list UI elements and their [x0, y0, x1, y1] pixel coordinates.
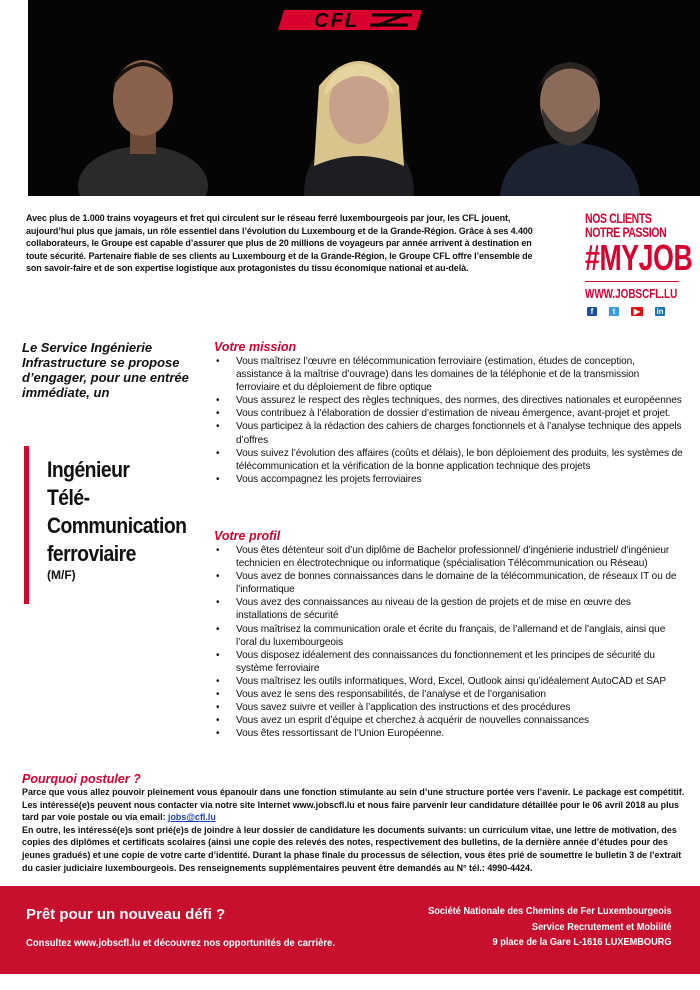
why-apply-paragraph-2	[22, 799, 687, 824]
job-title-block	[24, 446, 204, 604]
lead-text: Le Service Ingénierie Infrastructure se propose d’engager, pour une entrée immédiate, un	[22, 340, 189, 400]
job-title-line-4: ferroviaire	[47, 541, 136, 566]
social-links	[585, 307, 680, 316]
application-instructions: Les intéressé(e)s peuvent nous contacter via notre site Internet www.jobscfl.lu et nous faire parvenir leur candidature détaillée pour le 06 avril 2018 au plus tard par voie postale ou via email:	[22, 798, 679, 823]
list-item: • Vous assurez le respect des règles techniques, des normes, des directives nationales et européennes	[214, 394, 684, 407]
list-item: • Vous maîtrisez l’œuvre en télécommunication ferroviaire (estimation, études de conception, assistance à la maîtrise d’ouvrage) dans les domaines de la téléphonie et de la transmission ferroviaire et du déploiement de fibre optique	[214, 355, 684, 394]
mission-list	[214, 355, 684, 486]
list-item: • Vous contribuez à l’élaboration de dossier d’estimation de niveau émergence, avant-projet et projet.	[214, 407, 684, 420]
postal-address: 9 place de la Gare L-1616 LUXEMBOURG	[493, 937, 672, 948]
campaign-line-1: NOS CLIENTS	[585, 211, 652, 226]
list-item: • Vous êtes détenteur soit d’un diplôme de Bachelor professionnel/ d’ingénierie industriel/ d’ingénieur technicien en électrotechnique ou informatique (spécialisation Télécommunication ou Réseau)	[214, 544, 684, 570]
footer-title: Prêt pour un nouveau défi ?	[26, 906, 226, 923]
why-apply-title: Pourquoi postuler ?	[22, 772, 141, 786]
footer-address	[429, 904, 672, 951]
list-item: • Vous accompagnez les projets ferroviaires	[214, 473, 684, 486]
list-item: • Vous avez un esprit d’équipe et cherchez à acquérir de nouvelles connaissances	[214, 714, 684, 727]
profile-title: Votre profil	[214, 529, 281, 543]
campaign-divider	[585, 281, 679, 282]
list-item: • Vous savez suivre et veiller à l’application des instructions et des procédures	[214, 701, 684, 714]
footer-banner	[0, 886, 700, 974]
list-item: • Vous disposez idéalement des connaissances du fonctionnement et les principes de sécurité du système ferroviaire	[214, 649, 684, 675]
job-title-line-3: Communication	[47, 513, 187, 538]
twitter-icon[interactable]: t	[609, 307, 619, 316]
company-name: Société Nationale des Chemins de Fer Luxembourgeois	[428, 906, 672, 917]
employee-photo-1	[78, 46, 208, 196]
campaign-line-2: NOTRE PASSION	[585, 225, 667, 240]
list-item: • Vous avez le sens des responsabilités, de l’analyse et de l’organisation	[214, 688, 684, 701]
list-item: • Vous avez des connaissances au niveau de la gestion de projets et de mise en œuvre des installations de sécurité	[214, 596, 684, 622]
header-photo-banner	[28, 0, 700, 196]
employee-photo-3	[490, 46, 650, 196]
job-title-line-2: Télé-	[47, 485, 90, 510]
footer-website-link[interactable]: Consultez www.jobscfl.lu et découvrez nos opportunités de carrière.	[26, 938, 335, 949]
job-title-line-1: Ingénieur	[47, 457, 130, 482]
list-item: • Vous maîtrisez les outils informatiques, Word, Excel, Outlook ainsi qu’idéalement AutoCAD et SAP	[214, 675, 684, 688]
campaign-hashtag: #MYJOB	[585, 237, 693, 278]
profile-section	[214, 529, 684, 740]
list-item: • Vous maîtrisez la communication orale et écrite du français, de l’allemand et de l’anglais, ainsi que l’oral du luxembourgeois	[214, 623, 684, 649]
company-intro: Avec plus de 1.000 trains voyageurs et fret qui circulent sur le réseau ferré luxembourgeois par jour, les CFL jouent, aujourd’hui plus que jamais, un rôle essentiel dans l’évolution du Luxembourg et de la Grande-Région. Grâce à ses 4.400 collaborateurs, le Groupe est capable d’assurer que plus de 20 millions de voyageurs par année arrivent à destination en toute sécurité. Partenaire fiable de ses clients au Luxembourg et de la Grande-Région, le Groupe CFL offre l’ensemble de son savoir-faire et de son expertise logistique aux protagonistes du tissu économique national et au-delà.	[26, 212, 533, 274]
why-apply-paragraph-1: Parce que vous allez pouvoir pleinement vous épanouir dans une fonction stimulante au sein d’une structure portée vers l’avenir. Le package est compétitif.	[22, 786, 685, 797]
email-link[interactable]: jobs@cfl.lu	[168, 811, 216, 823]
mission-title: Votre mission	[214, 340, 297, 354]
cfl-logo	[276, 6, 426, 34]
job-gender-note: (M/F)	[47, 568, 76, 582]
campaign-website-link[interactable]: WWW.JOBSCFL.LU	[585, 286, 678, 301]
profile-list	[214, 544, 684, 740]
employee-photo-2	[264, 46, 454, 196]
department-name: Service Recrutement et Mobilité	[532, 921, 672, 933]
why-apply-body	[22, 786, 687, 874]
list-item: • Vous avez de bonnes connaissances dans le domaine de la télécommunication, de réseaux IT ou de l’informatique	[214, 570, 684, 596]
logo-text: CFL	[314, 10, 359, 32]
why-apply-section	[22, 772, 684, 874]
list-item: • Vous participez à la rédaction des cahiers de charges fonctionnels et à l’analyse technique des appels d’offres	[214, 420, 684, 446]
linkedin-icon[interactable]: in	[656, 307, 664, 316]
mission-section	[214, 340, 684, 486]
facebook-icon[interactable]: f	[587, 307, 597, 316]
myjob-campaign-badge	[585, 211, 693, 316]
list-item: • Vous êtes ressortissant de l’Union Européenne.	[214, 727, 684, 740]
youtube-icon[interactable]: ▶	[631, 307, 643, 316]
why-apply-paragraph-3: En outre, les intéressé(e)s sont prié(e)s de joindre à leur dossier de candidature les documents suivants: un curriculum vitae, une lettre de motivation, des copies des diplômes et certificats scolaires (ainsi une copie des relevés des notes, respectivement des bulletins, de la dernière année d’études pour des jeunes gradués) et une copie de votre carte d’identité. Durant la phase finale du processus de sélection, vous êtes prié de soumettre le bulletin 3 de l’extrait du casier judiciaire luxembourgeois. Des renseignements supplémentaires peuvent être demandés au N° tél.: 4990-4424.	[22, 823, 682, 873]
list-item: • Vous suivez l’évolution des affaires (coûts et délais), le bon déploiement des produits, les systèmes de télécommunication et la vérification de la bonne application technique des projets	[214, 447, 684, 473]
